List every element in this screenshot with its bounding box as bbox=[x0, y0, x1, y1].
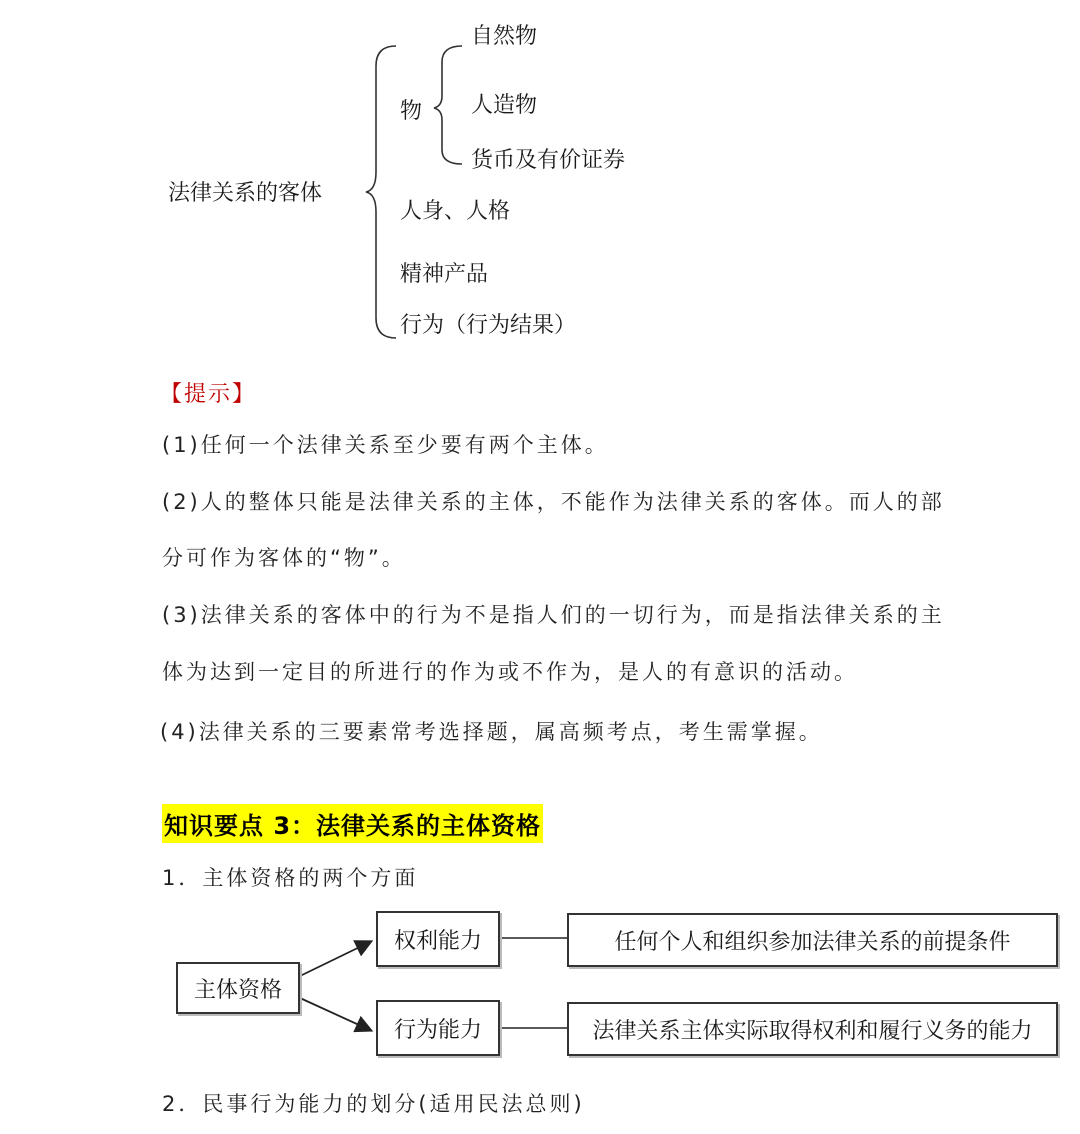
tree-leaf-money: 货币及有价证券 bbox=[471, 148, 626, 173]
diagram-rights-desc-box: 任何个人和组织参加法律关系的前提条件 bbox=[567, 913, 1058, 967]
tree-root: 法律关系的客体 bbox=[168, 181, 323, 206]
tip-item-3: (3)法律关系的客体中的行为不是指人们的一切行为，而是指法律关系的主 bbox=[162, 603, 945, 627]
tips-title: 【提示】 bbox=[160, 382, 257, 407]
section-heading: 知识要点 3：法律关系的主体资格 bbox=[162, 804, 543, 843]
subsection-2-title: 2．民事行为能力的划分(适用民法总则) bbox=[162, 1092, 585, 1116]
diagram-acts-box: 行为能力 bbox=[376, 1000, 500, 1056]
diagram-root-box: 主体资格 bbox=[176, 962, 300, 1014]
tip-item-3-cont: 体为达到一定目的所进行的作为或不作为，是人的有意识的活动。 bbox=[162, 660, 858, 684]
tree-leaf-person: 人身、人格 bbox=[400, 199, 511, 224]
arrow-to-acts bbox=[300, 998, 370, 1030]
arrow-to-rights bbox=[300, 942, 370, 976]
tip-item-4: (4)法律关系的三要素常考选择题，属高频考点，考生需掌握。 bbox=[160, 720, 823, 744]
tree-leaf-intellectual: 精神产品 bbox=[400, 262, 489, 287]
tree-leaf-conduct: 行为（行为结果） bbox=[400, 313, 577, 338]
diagram-rights-box: 权利能力 bbox=[376, 911, 500, 967]
subsection-1-title: 1．主体资格的两个方面 bbox=[162, 866, 419, 890]
diagram-acts-desc-box: 法律关系主体实际取得权利和履行义务的能力 bbox=[567, 1002, 1058, 1056]
tree-leaf-manmade: 人造物 bbox=[471, 93, 538, 118]
tip-item-2: (2)人的整体只能是法律关系的主体，不能作为法律关系的客体。而人的部 bbox=[162, 490, 945, 514]
tip-item-1: (1)任何一个法律关系至少要有两个主体。 bbox=[162, 433, 609, 457]
tree-leaf-natural: 自然物 bbox=[471, 24, 538, 49]
tree-things-label: 物 bbox=[400, 99, 423, 124]
tip-item-2-cont: 分可作为客体的“物”。 bbox=[162, 546, 406, 570]
